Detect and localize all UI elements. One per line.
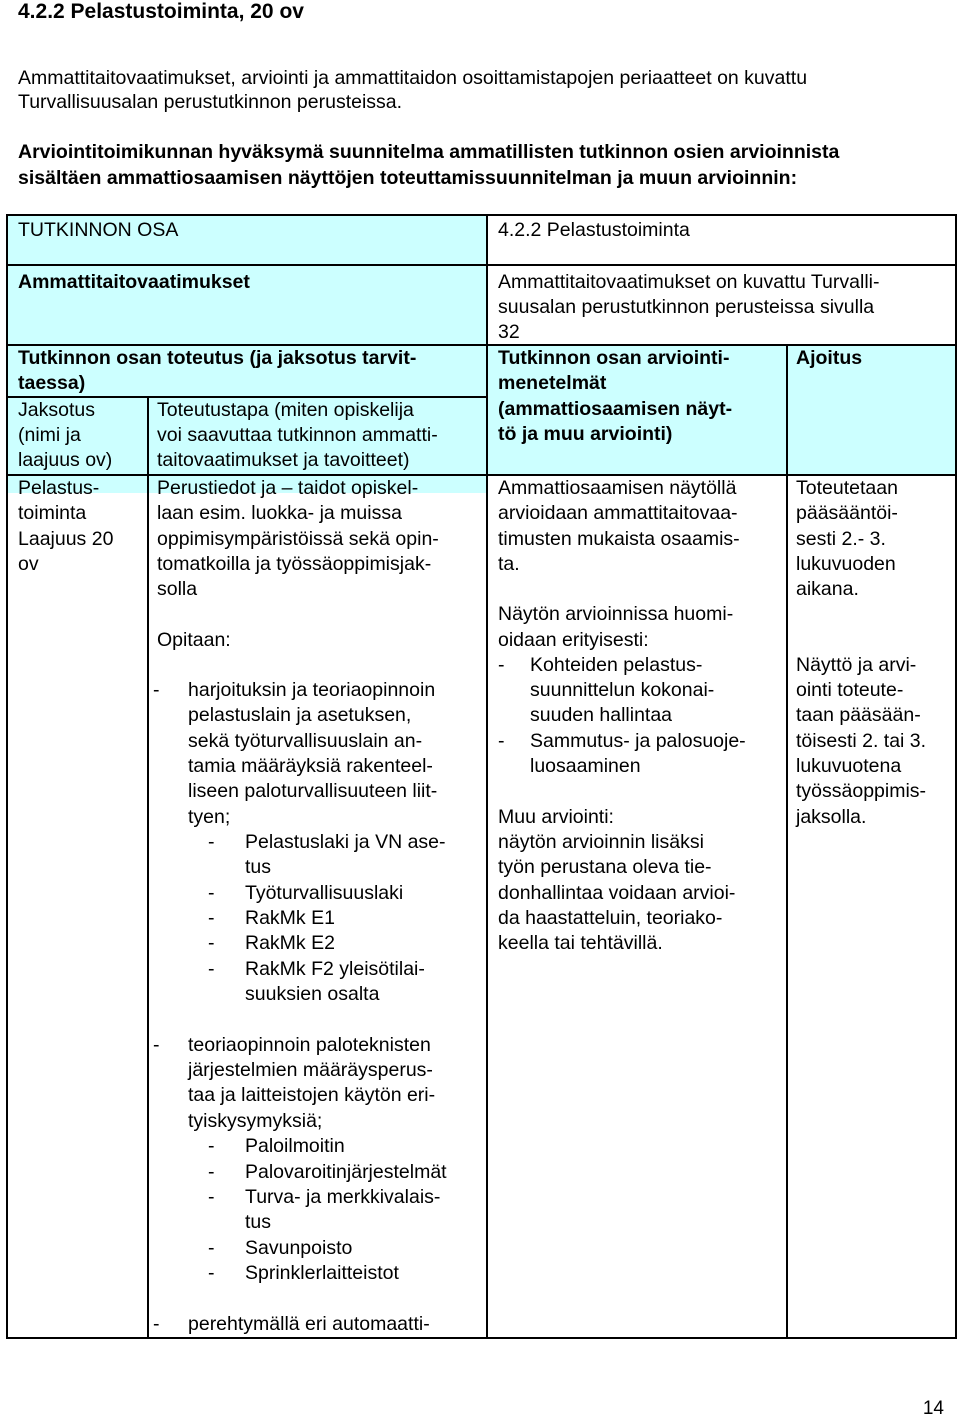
sub-bullet-text: Turva- ja merkkivalais- xyxy=(245,1186,441,1208)
implementation-header-line: Tutkinnon osan toteutus (ja jaksotus tarvit- xyxy=(18,347,417,369)
sub-bullet-dash: - xyxy=(208,882,215,904)
sub-bullet-text: RakMk E1 xyxy=(245,907,335,929)
opitaan-label: Opitaan: xyxy=(157,629,231,651)
sub-bullet-text: Palovaroitinjärjestelmät xyxy=(245,1161,447,1183)
bullet-text: Kohteiden pelastus- xyxy=(530,654,703,676)
assess-intro-line: ta. xyxy=(498,553,520,575)
assess-focus-line: Näytön arvioinnissa huomi- xyxy=(498,603,734,625)
period-value-line: Pelastus- xyxy=(18,477,100,499)
method-intro-line: tomatkoilla ja työssäoppimisjak- xyxy=(157,553,432,575)
bullet-text: sekä työturvallisuuslain an- xyxy=(188,730,423,752)
section-title: 4.2.2 Pelastustoiminta, 20 ov xyxy=(18,0,304,23)
bullet-dash: - xyxy=(498,730,505,752)
page-number: 14 xyxy=(922,1398,944,1419)
bullet-text: taa ja laitteistojen käytön eri- xyxy=(188,1084,436,1106)
assessment-header-line: menetelmät xyxy=(498,372,607,394)
sub-bullet-dash: - xyxy=(208,932,215,954)
intro-line: Ammattitaitovaatimukset, arviointi ja ammattitaidon osoittamistapojen periaatteet on kuvattu xyxy=(18,67,808,89)
part-label: TUTKINNON OSA xyxy=(18,219,179,241)
sub-bullet-dash: - xyxy=(208,1161,215,1183)
period-value-line: Laajuus 20 xyxy=(18,528,114,550)
timing-line: pääsääntöi- xyxy=(796,502,898,524)
period-value-line: ov xyxy=(18,553,39,575)
method-intro-line: solla xyxy=(157,578,198,600)
bullet-text: harjoituksin ja teoriaopinnoin xyxy=(188,679,436,701)
timing-line: jaksolla. xyxy=(796,806,867,828)
sub-bullet-dash: - xyxy=(208,907,215,929)
sub-bullet-dash: - xyxy=(208,1237,215,1259)
sub-bullet-text: RakMk E2 xyxy=(245,932,335,954)
timing-header: Ajoitus xyxy=(796,347,863,369)
table-border xyxy=(147,396,149,1338)
bullet-text: tyen; xyxy=(188,806,231,828)
table-border xyxy=(6,214,957,216)
assess-intro-line: arvioidaan ammattitaitovaa- xyxy=(498,502,738,524)
timing-line: taan pääsään- xyxy=(796,704,921,726)
other-assess-line: näytön arvioinnin lisäksi xyxy=(498,831,704,853)
requirements-line: suusalan perustutkinnon perusteissa sivulla xyxy=(498,296,875,318)
bullet-dash: - xyxy=(153,679,160,701)
method-intro-line: oppimisympäristöissä sekä opin- xyxy=(157,528,439,550)
sub-bullet-text: Pelastuslaki ja VN ase- xyxy=(245,831,446,853)
bullet-text: liseen paloturvallisuuteen liit- xyxy=(188,780,438,802)
assessment-header-line: (ammattiosaamisen näyt- xyxy=(498,398,733,420)
sub-bullet-dash: - xyxy=(208,831,215,853)
period-header-line: (nimi ja xyxy=(18,424,81,446)
other-assess-line: työn perustana oleva tie- xyxy=(498,856,712,878)
timing-line: sesti 2.- 3. xyxy=(796,528,886,550)
table-border xyxy=(786,344,788,1338)
other-assess-line: da haastatteluin, teoriako- xyxy=(498,907,723,929)
sub-bullet-text: Savunpoisto xyxy=(245,1237,353,1259)
other-assess-line: keella tai tehtävillä. xyxy=(498,932,663,954)
implementation-header-line: taessa) xyxy=(18,372,86,394)
assessment-header-line: Tutkinnon osan arviointi- xyxy=(498,347,730,369)
timing-line: ointi toteute- xyxy=(796,679,904,701)
bullet-text: perehtymällä eri automaatti- xyxy=(188,1313,430,1335)
bullet-text: järjestelmien määräysperus- xyxy=(188,1059,433,1081)
period-header-line: Jaksotus xyxy=(18,399,95,421)
sub-bullet-text: suuksien osalta xyxy=(245,983,380,1005)
method-intro-line: laan esim. luokka- ja muissa xyxy=(157,502,402,524)
sub-bullet-dash: - xyxy=(208,1262,215,1284)
bullet-text: teoriaopinnoin paloteknisten xyxy=(188,1034,431,1056)
assessment-header-line: tö ja muu arviointi) xyxy=(498,423,673,445)
sub-bullet-text: Työturvallisuuslaki xyxy=(245,882,404,904)
table-border xyxy=(486,214,488,1338)
timing-line: aikana. xyxy=(796,578,859,600)
timing-line: Toteutetaan xyxy=(796,477,898,499)
method-intro-line: Perustiedot ja – taidot opiskel- xyxy=(157,477,419,499)
period-header-line: laajuus ov) xyxy=(18,449,113,471)
bullet-dash: - xyxy=(153,1034,160,1056)
other-assess-line: Muu arviointi: xyxy=(498,806,614,828)
timing-line: lukuvuotena xyxy=(796,755,902,777)
requirements-label: Ammattitaitovaatimukset xyxy=(18,271,250,293)
table-border xyxy=(6,214,8,1338)
sub-bullet-text: Sprinklerlaitteistot xyxy=(245,1262,399,1284)
timing-line: Näyttö ja arvi- xyxy=(796,654,917,676)
bullet-dash: - xyxy=(498,654,505,676)
assess-intro-line: timusten mukaista osaamis- xyxy=(498,528,740,550)
bullet-text: Sammutus- ja palosuoje- xyxy=(530,730,746,752)
sub-bullet-text: tus xyxy=(245,1211,272,1233)
bullet-text: tyiskysymyksiä; xyxy=(188,1110,323,1132)
sub-bullet-text: RakMk F2 yleisötilai- xyxy=(245,958,425,980)
sub-bullet-dash: - xyxy=(208,958,215,980)
intro-line: Turvallisuusalan perustutkinnon perusteissa. xyxy=(18,91,403,113)
sub-bullet-dash: - xyxy=(208,1135,215,1157)
requirements-line: Ammattitaitovaatimukset on kuvattu Turvalli- xyxy=(498,271,880,293)
bullet-text: pelastuslain ja asetuksen, xyxy=(188,704,412,726)
other-assess-line: donhallintaa voidaan arvioi- xyxy=(498,882,736,904)
sub-bullet-text: Paloilmoitin xyxy=(245,1135,345,1157)
requirements-line: 32 xyxy=(498,321,520,343)
timing-line: lukuvuoden xyxy=(796,553,896,575)
sub-bullet-text: tus xyxy=(245,856,272,878)
sub-bullet-dash: - xyxy=(208,1186,215,1208)
assess-focus-line: oidaan erityisesti: xyxy=(498,629,649,651)
assess-intro-line: Ammattiosaamisen näytöllä xyxy=(498,477,737,499)
period-value-line: toiminta xyxy=(18,502,87,524)
bullet-text: suunnittelun kokonai- xyxy=(530,679,715,701)
table-border xyxy=(955,214,957,1338)
plan-heading-line: Arviointitoimikunnan hyväksymä suunnitelma ammatillisten tutkinnon osien arvioinnista xyxy=(18,141,840,163)
plan-heading-line: sisältäen ammattiosaamisen näyttöjen toteuttamissuunnitelman ja muun arvioinnin: xyxy=(18,167,798,189)
timing-line: töisesti 2. tai 3. xyxy=(796,730,927,752)
bullet-text: tamia määräyksiä rakenteel- xyxy=(188,755,433,777)
timing-line: työssäoppimis- xyxy=(796,780,927,802)
table-border xyxy=(6,264,957,266)
method-header-line: taitovaatimukset ja tavoitteet) xyxy=(157,449,410,471)
method-header-line: Toteutustapa (miten opiskelija xyxy=(157,399,414,421)
method-header-line: voi saavuttaa tutkinnon ammatti- xyxy=(157,424,438,446)
bullet-text: suuden hallintaa xyxy=(530,704,673,726)
table-border xyxy=(6,1337,957,1339)
bullet-text: luosaaminen xyxy=(530,755,641,777)
part-value: 4.2.2 Pelastustoiminta xyxy=(498,219,690,241)
bullet-dash: - xyxy=(153,1313,160,1335)
